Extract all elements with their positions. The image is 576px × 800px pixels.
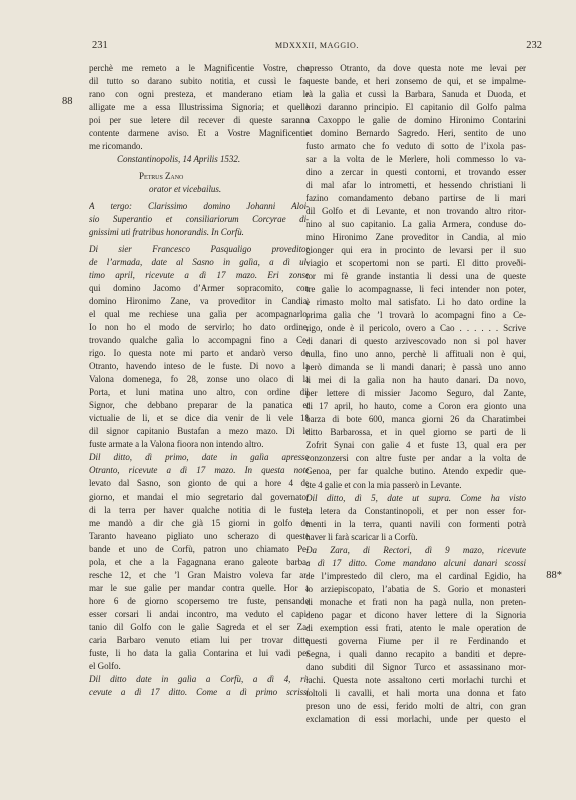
text-line: mar le sue galìe per mandar contra quelle. Hor a bbox=[89, 582, 309, 593]
text-line: apresso Otranto, da dove questa note me levai per bbox=[306, 63, 526, 73]
text-line: di 17 april, ho hauto, come a Coron era gionto una bbox=[306, 401, 526, 412]
text-line: prima galìa che ’l trovarà lo acompagni fino a Ce- bbox=[306, 310, 526, 321]
text-line: di danari di questo arzivescovado non si pol haver bbox=[306, 336, 526, 347]
text-line: de l’imprestedo dil clero, ma el cardinal Egidio, ha bbox=[306, 570, 526, 581]
text-line: toltoli li cavalli, et hali morta una donna et fato bbox=[306, 687, 526, 698]
text-line: qui domino Jacomo d’Armer sopracomito, con bbox=[89, 283, 309, 294]
text-line: rigo. Io questa note mi parto et andarò verso de bbox=[89, 348, 309, 359]
text-line: resche 12, et che ’l Gran Maistro voleva far ar- bbox=[89, 569, 309, 580]
text-line: Dil ditto, dì primo, date in galìa apresso bbox=[89, 452, 309, 463]
text-line: el qual me rechiese una galìa per acompagnarlo. bbox=[89, 309, 309, 320]
text-line: levato dal Sasno, son gionto de qui a hore 4 de bbox=[89, 478, 309, 489]
text-line: dano subditi dil Signor Turco et assassinano mor- bbox=[306, 661, 526, 672]
text-line: dil signor capitanio Bustafan a mezo mazo. Di le bbox=[89, 426, 309, 437]
text-line: di mal afar lo intrometti, et hessendo christiani li bbox=[306, 180, 526, 191]
text-line: alligate me a essa Illustrissima Signoria; et quelle bbox=[89, 102, 309, 113]
text-line: Genoa, per far qualche butino. Atendo expedir que- bbox=[306, 466, 526, 477]
text-line: lo arziepiscopato, l’abatia de S. Gorio et monasteri bbox=[306, 583, 526, 594]
text-line: poi per sue letere dil recever di queste saranno bbox=[89, 115, 309, 126]
running-title: MDXXXII, MAGGIO. bbox=[274, 41, 360, 50]
text-line: viagio et scopertomi non se parti. El ditto proveði- bbox=[306, 258, 526, 269]
text-line: de l’armada, date al Sasno in galìa, a dì ul- bbox=[89, 257, 309, 268]
margin-number-left: 88 bbox=[62, 96, 73, 107]
text-line: nulla, fino uno anno, perchè li affituali non è qui, bbox=[306, 349, 526, 360]
text-line: dil Golfo et di Levante, et non trovando altro ritor- bbox=[306, 206, 526, 217]
text-line: queste bande, et heri zonsemo de qui, et se impalme- bbox=[306, 76, 526, 87]
text-line: menti in la terra, quanti navili con formenti potrà bbox=[306, 518, 526, 529]
text-line: di la terra per haver qualche notitia di le fuste; bbox=[89, 504, 309, 515]
text-line: fazino comandamento debano partirse de li mari bbox=[306, 193, 526, 204]
text-line: fusto armato che fo veduto di sotto de l’ixola pas- bbox=[306, 141, 526, 152]
text-line: a dì 17 ditto. Come mandano alcuni danari scossi bbox=[306, 557, 526, 568]
page-number-left: 231 bbox=[92, 40, 108, 51]
text-line: el Golfo. bbox=[89, 660, 121, 671]
text-line: me ricomando. bbox=[89, 141, 143, 152]
text-line: giorno, et mandai el mio segretario dal governator bbox=[89, 491, 309, 502]
text-line: rigo, onde è il pericolo, overo a Cao . . . . . . Scrive bbox=[306, 323, 526, 334]
text-line: exclamation di essi morlachi, unde per questo el bbox=[306, 713, 526, 724]
text-line: rano con ogni presteza, et manderano etiam le bbox=[89, 89, 309, 100]
text-line: è rimasto molto mal satisfato. Li ho dato ordine la bbox=[306, 297, 526, 308]
text-line: di exemption essi frati, atento le male operation de bbox=[306, 622, 526, 633]
text-line: Otranto, havendo inteso de le fuste. Di novo a la bbox=[89, 361, 309, 372]
text-line: Segna, i quali danno recapito a banditi et depre- bbox=[306, 648, 526, 659]
text-line: però dimanda se li mandi danari; è passà uno anno bbox=[306, 362, 526, 373]
text-line: cevute a dì 17 ditto. Come a dì primo scrissi bbox=[89, 686, 309, 697]
running-header bbox=[92, 40, 542, 56]
text-line: lachi. Questa note assaltono certi morlachi turchi et bbox=[306, 674, 526, 685]
text-line: Zofrit Synai con galìe 4 et fuste 13, qual era per bbox=[306, 440, 526, 451]
text-line: dil tutto so darano subito notitia, et cussì le fa- bbox=[89, 76, 309, 87]
text-line: Valona domenega, fo 28, zonse uno olaco di la bbox=[89, 374, 309, 385]
margin-number-right: 88* bbox=[546, 570, 562, 581]
text-line: rà la galìa et cussì la Barbara, Sanuda et Duoda, et bbox=[306, 89, 526, 100]
text-line: domino Hironimo Zane, va proveditor in Candia, bbox=[89, 296, 309, 307]
text-line: perchè me remeto a le Magnificentie Vostre, che bbox=[89, 63, 309, 73]
text-line: di monache et frati non ha pagà nulla, non preten- bbox=[306, 596, 526, 607]
text-line: Porta, et luni matina uno altro, con ordine dil bbox=[89, 387, 309, 398]
text-line: sar a la volta de le Merlere, holi commesso lo va- bbox=[306, 154, 526, 165]
text-line: tor mi fè grande instantia li dessi una de queste bbox=[306, 271, 526, 282]
text-line: Taranto haveano pigliato uno scherazo di queste bbox=[89, 530, 309, 541]
text-line: ste 4 galìe et con la mia passerò in Levante. bbox=[306, 479, 462, 490]
text-line: caria Barbaro venuto etiam lui per trovar ditte bbox=[89, 634, 309, 645]
text-line: la letera da Constantinopoli, et per non esser for- bbox=[306, 505, 526, 516]
text-line: timo april, ricevute a dì 17 mazo. Eri zonse bbox=[89, 270, 309, 281]
text-line: conzonzersi con altre fuste per andar a la volta de bbox=[306, 453, 526, 464]
text-line: Constantinopolis, 14 Aprilis 1532. bbox=[117, 154, 241, 165]
text-line: barza di bote 600, manca giorni 26 da Charatimbei bbox=[306, 414, 526, 425]
text-line: li mei di la galìa non ha hauto danari. Da novo, bbox=[306, 375, 526, 386]
text-line: et domino Bernardo Sagredo. Heri, sentito de uno bbox=[306, 128, 526, 139]
text-line: me mandò a dir che già 15 giorni in golfo de bbox=[89, 517, 309, 528]
text-line: Dil ditto, dì 5, date ut supra. Come ha visto bbox=[306, 492, 526, 503]
text-line: preson uno de essi, ferido molti de altri, con gran bbox=[306, 700, 526, 711]
text-line: sio Superantio et consiliariorum Corcyrae di- bbox=[89, 214, 309, 225]
text-line: a Caxoppo le galìe de domino Hironimo Contarini bbox=[306, 115, 526, 126]
right-text-column bbox=[306, 62, 526, 726]
text-line: ditto Barbarossa, et in quel giorno se parti de li bbox=[306, 427, 526, 438]
text-line: deno pagar et dicono haver lettere di la Signoria bbox=[306, 609, 526, 620]
text-line: orator et vicebailus. bbox=[149, 184, 222, 195]
text-line: hozi daranno principio. El capitanio dil Golfo palma bbox=[306, 102, 526, 113]
text-line: gionger qui era in procinto de levarsi per il suo bbox=[306, 245, 526, 256]
text-line: esser corsari li andai incontro, ma veduto el capi- bbox=[89, 608, 309, 619]
text-line: haver li farà scaricar li a Corfù. bbox=[306, 531, 418, 542]
text-line: Io non ho el modo de servirlo; ho dato ordine, bbox=[89, 322, 309, 333]
text-line: Petrus Zano bbox=[139, 171, 184, 182]
text-line: dino a zercar in questi contorni, et trovando esser bbox=[306, 167, 526, 178]
text-line: pola, et che a la Fagagnana erano galeote barba- bbox=[89, 556, 309, 567]
text-line: trovando qualche galìa lo accompagni fino a Ce- bbox=[89, 335, 309, 346]
text-line: Otranto, ricevute a dì 17 mazo. In questa note bbox=[89, 465, 309, 476]
text-line: contente darmene aviso. Et a Vostre Magnificentie bbox=[89, 128, 309, 139]
text-line: Di sier Francesco Pasqualigo proveditor bbox=[89, 244, 309, 255]
text-line: gnissimi uti fratribus honorandis. In Corfù. bbox=[89, 227, 244, 238]
left-text-column bbox=[89, 62, 309, 699]
text-line: fuste armate a la Valona fioora non intendo altro. bbox=[89, 439, 264, 450]
text-line: A tergo: Clarissimo domino Johanni Aloi- bbox=[89, 201, 309, 212]
text-line: nino al suo capitanio. La galìa Armera, conduse do- bbox=[306, 219, 526, 230]
text-line: tre galìe lo acompagnasse, li feci intender non poter, bbox=[306, 284, 526, 295]
text-line: fuste, li ho data la galìa Contarina et lui vadi per bbox=[89, 647, 309, 658]
text-line: per lettere di missier Jacomo Seguro, dal Zante, bbox=[306, 388, 526, 399]
text-line: hore 6 de giorno scopersemo tre fuste, pensando bbox=[89, 595, 309, 606]
text-line: victualie de li, et se dice dia venir de li vele 18 bbox=[89, 413, 309, 424]
text-line: bande et uno de Corfù, patron uno chiamato Pe- bbox=[89, 543, 309, 554]
text-line: mino Hironimo Zane proveditor in Candia, al mio bbox=[306, 232, 526, 243]
text-line: Da Zara, di Rectori, dì 9 mazo, ricevute bbox=[306, 544, 526, 555]
text-line: Dil ditto date in galìa a Corfù, a dì 4, ri- bbox=[89, 673, 309, 684]
text-line: Signor, che debbano preparar de la panatica et bbox=[89, 400, 309, 411]
text-line: tanio dil Golfo con le galìe Sagreda et el ser Za- bbox=[89, 621, 309, 632]
text-line: questi governa Fiume per il re Ferdinando et bbox=[306, 635, 526, 646]
page-number-right: 232 bbox=[526, 40, 542, 51]
